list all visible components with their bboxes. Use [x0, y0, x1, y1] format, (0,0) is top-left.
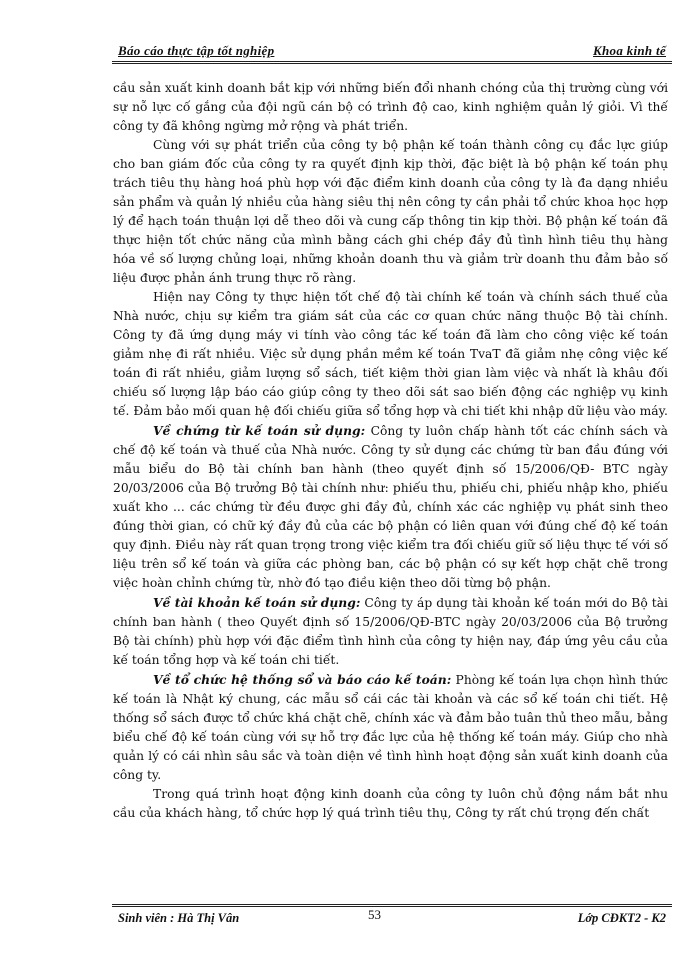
header-faculty: Khoa kinh tế — [593, 43, 666, 58]
paragraph-books-reports: Về tổ chức hệ thống sổ và báo cáo kế toán: Phòng kế toán lựa chọn hình thức kế toán là Nhật ký chung, các mẫu sổ cái các tài khoản và các sổ kế toán chi tiết. Hệ thống sổ sách được tổ chức khá chặt chẽ, chính xác và đảm bảo tuân thủ theo mẫu, bảng biểu chế độ kế toán cùng với sự hỗ trợ đắc lực của hệ thống kế toán máy. Giúp cho nhà quản lý có cái nhìn sâu sắc và toàn diện về tình hình hoạt động sản xuất kinh doanh của công ty. — [113, 672, 668, 782]
page-header — [112, 40, 672, 60]
footer-class: Lớp CĐKT2 - K2 — [577, 911, 666, 925]
footer-rule — [112, 904, 672, 907]
section-lead-books-reports: Về tổ chức hệ thống sổ và báo cáo kế toán: — [153, 672, 452, 687]
body-text — [113, 79, 668, 823]
paragraph-customer-needs: Trong quá trình hoạt động kinh doanh của công ty luôn chủ động nắm bắt nhu cầu của khách hàng, tổ chức hợp lý quá trình tiêu thụ, Công ty rất chú trọng đến chất — [113, 787, 668, 820]
paragraph-continuation: cầu sản xuất kinh doanh bắt kịp với những biến đổi nhanh chóng của thị trường cùng với sự nỗ lực cố gắng của đội ngũ cán bộ có trình độ cao, kinh nghiệm quản lý giỏi. Vì thế công ty đã không ngừng mở rộng và phát triển. — [113, 81, 668, 133]
section-lead-accounts: Về tài khoản kế toán sử dụng: — [153, 595, 361, 610]
footer-student: Sinh viên : Hà Thị Vân — [118, 911, 240, 925]
header-rule — [112, 61, 672, 64]
section-lead-vouchers: Về chứng từ kế toán sử dụng: — [153, 423, 366, 438]
header-report-title: Báo cáo thực tập tốt nghiệp — [118, 43, 275, 58]
paragraph-accounting-department: Cùng với sự phát triển của công ty bộ phận kế toán thành công cụ đắc lực giúp cho ban giám đốc của công ty ra quyết định kịp thời, đặc biệt là bộ phận kế toán phụ trách tiêu thụ hàng hoá phù hợp với đặc điểm kinh doanh của công ty là đa dạng nhiều sản phẩm và quản lý nhiều của hàng siêu thị nên công ty cần phải tổ chức khoa học hợp lý để hạch toán thuận lợi dễ theo dõi và cung cấp thông tin kịp thời. Bộ phận kế toán đã thực hiện tốt chức năng của mình bằng cách ghi chép đầy đủ tình hình tiêu thụ hàng hóa về số lượng chủng loại, những khoản doanh thu và giảm trừ doanh thu đảm bảo số liệu được phản ánh trung thực rõ ràng. — [113, 138, 668, 285]
page-number: 53 — [368, 907, 381, 922]
paragraph-accounting-software: Hiện nay Công ty thực hiện tốt chế độ tài chính kế toán và chính sách thuế của Nhà nước, chịu sự kiểm tra giám sát của các cơ quan chức năng thuộc Bộ tài chính. Công ty đã ứng dụng máy vi tính vào công tác kế toán đã làm cho công việc kế toán giảm nhẹ đi rất nhiều. Việc sử dụng phần mềm kế toán TvaT đã giảm nhẹ công việc kế toán đi rất nhiều, giảm lượng sổ sách, tiết kiệm thời gian làm việc và nhất là khâu đối chiếu số lượng lập báo cáo giúp công ty theo dõi sát sao biến động các nghiệp vụ kinh tế. Đảm bảo mối quan hệ đối chiếu giữa sổ tổng hợp và chi tiết khi nhập dữ liệu vào máy. — [113, 290, 668, 418]
paragraph-vouchers: Về chứng từ kế toán sử dụng: Công ty luôn chấp hành tốt các chính sách và chế độ kế toán và thuế của Nhà nước. Công ty sử dụng các chứng từ ban đầu đúng với mẫu biểu do Bộ tài chính ban hành (theo quyết định số 15/2006/QĐ- BTC ngày 20/03/2006 của Bộ trưởng Bộ tài chính như: phiếu thu, phiếu chi, phiếu nhập kho, phiếu xuất kho ... các chứng từ đều được ghi đầy đủ, chính xác các nghiệp vụ phát sinh theo đúng thời gian, có chữ ký đầy đủ của các bộ phận có liên quan với đúng chế độ kế toán quy định. Điều này rất quan trọng trong việc kiểm tra đối chiếu giữ số liệu thực tế với số liệu trên sổ kế toán và giữa các phòng ban, các bộ phận có sự kết hợp chặt chẽ trong việc hoàn chỉnh chứng từ, nhờ đó tạo điều kiện theo dõi từng bộ phận. — [113, 423, 668, 590]
paragraph-accounts: Về tài khoản kế toán sử dụng: Công ty áp dụng tài khoản kế toán mới do Bộ tài chính ban hành ( theo Quyết định số 15/2006/QĐ-BTC ngày 20/03/2006 của Bộ trưởng Bộ tài chính) phù hợp với đặc điểm tình hình của công ty hiện nay, đáp ứng yêu cầu của kế toán tổng hợp và kế toán chi tiết. — [113, 595, 668, 667]
page-footer — [112, 909, 672, 929]
